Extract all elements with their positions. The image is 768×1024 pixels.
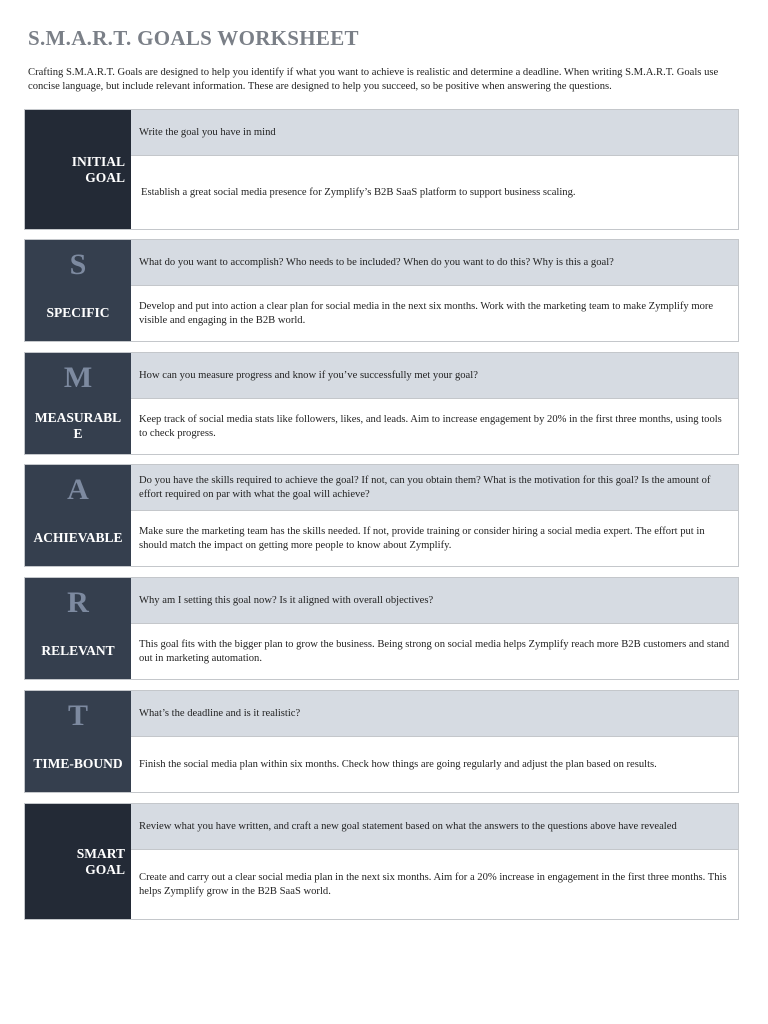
achievable-question: Do you have the skills required to achieve the goal? If not, can you obtain them? What is the motivation for this goal? Is the amount of effort required on par with what the goal will achieve? [131,465,738,511]
specific-question: What do you want to accomplish? Who needs to be included? When do you want to do this? Why is this a goal? [131,240,738,286]
initial-goal-side [25,110,131,229]
measurable-question: How can you measure progress and know if you’ve successfully met your goal? [131,353,738,399]
timebound-label: TIME-BOUND [33,756,123,771]
timebound-content [131,691,738,792]
smart-goal-side [25,804,131,919]
measurable-side [25,353,131,454]
initial-goal-label-line2: GOAL [85,169,125,185]
timebound-letter: T [67,699,88,732]
relevant-content [131,578,738,679]
relevant-block [24,577,739,680]
initial-goal-question: Write the goal you have in mind [131,110,738,156]
specific-letter: S [69,248,87,281]
smart-goal-label-line2: GOAL [85,861,125,877]
timebound-side [25,691,131,792]
measurable-label-text: MEASURABLE [34,410,122,441]
relevant-question: Why am I setting this goal now? Is it aligned with overall objectives? [131,578,738,624]
initial-goal-label-line1: INITIAL [71,153,125,169]
specific-label: SPECIFIC [46,305,110,320]
smart-goal-answer[interactable]: Create and carry out a clear social media plan in the next six months. Aim for a 20% increase in engagement in the first three months. This helps Zymplify grow in the B2B SaaS world. [139,871,727,897]
initial-goal-answer[interactable]: Establish a great social media presence for Zymplify’s B2B SaaS platform to support business scaling. [141,186,576,198]
relevant-label: RELEVANT [41,643,115,658]
specific-content [131,240,738,341]
smart-goal-label-line1: SMART [76,845,125,861]
achievable-answer[interactable]: Make sure the marketing team has the skills needed. If not, provide training or consider hiring a social media expert. The effort put in should match the impact on getting more people to know about Zymplify. [139,525,705,551]
timebound-answer[interactable]: Finish the social media plan within six months. Check how things are going regularly and adjust the plan based on results. [139,758,657,770]
achievable-label: ACHIEVABLE [33,530,123,545]
timebound-block [24,690,739,793]
intro-paragraph: Crafting S.M.A.R.T. Goals are designed to help you identify if what you want to achieve is realistic and determine a deadline. When writing S.M.A.R.T. Goals use concise language, but include relevant information. These are designed to help you succeed, so be positive when answering the questions. [28,67,719,92]
achievable-letter: A [67,473,89,506]
smart-goal-block [24,803,739,920]
relevant-letter: R [67,586,89,619]
measurable-answer[interactable]: Keep track of social media stats like followers, likes, and leads. Aim to increase engagement by 20% in the first three months, using tools to check progress. [139,413,722,439]
specific-block [24,239,739,342]
smart-goal-label [25,804,131,919]
relevant-side [25,578,131,679]
smart-goal-question: Review what you have written, and craft a new goal statement based on what the answers to the questions above have revealed [131,804,738,850]
relevant-answer[interactable]: This goal fits with the bigger plan to grow the business. Being strong on social media helps Zymplify reach more B2B customers and stand out in marketing automation. [139,638,730,664]
specific-answer[interactable]: Develop and put into action a clear plan for social media in the next six months. Work with the marketing team to make Zymplify more visible and engaging in the B2B world. [139,300,714,326]
measurable-letter: M [63,361,93,394]
initial-goal-content [131,110,738,229]
achievable-side [25,465,131,566]
achievable-content [131,465,738,566]
timebound-question: What’s the deadline and is it realistic? [131,691,738,737]
measurable-content [131,353,738,454]
initial-goal-label [25,110,131,229]
initial-goal-block [24,109,739,230]
smart-goal-content [131,804,738,919]
achievable-block [24,464,739,567]
measurable-block [24,352,739,455]
specific-side [25,240,131,341]
measurable-label [25,398,131,454]
page-title: S.M.A.R.T. GOALS WORKSHEET [28,26,359,50]
